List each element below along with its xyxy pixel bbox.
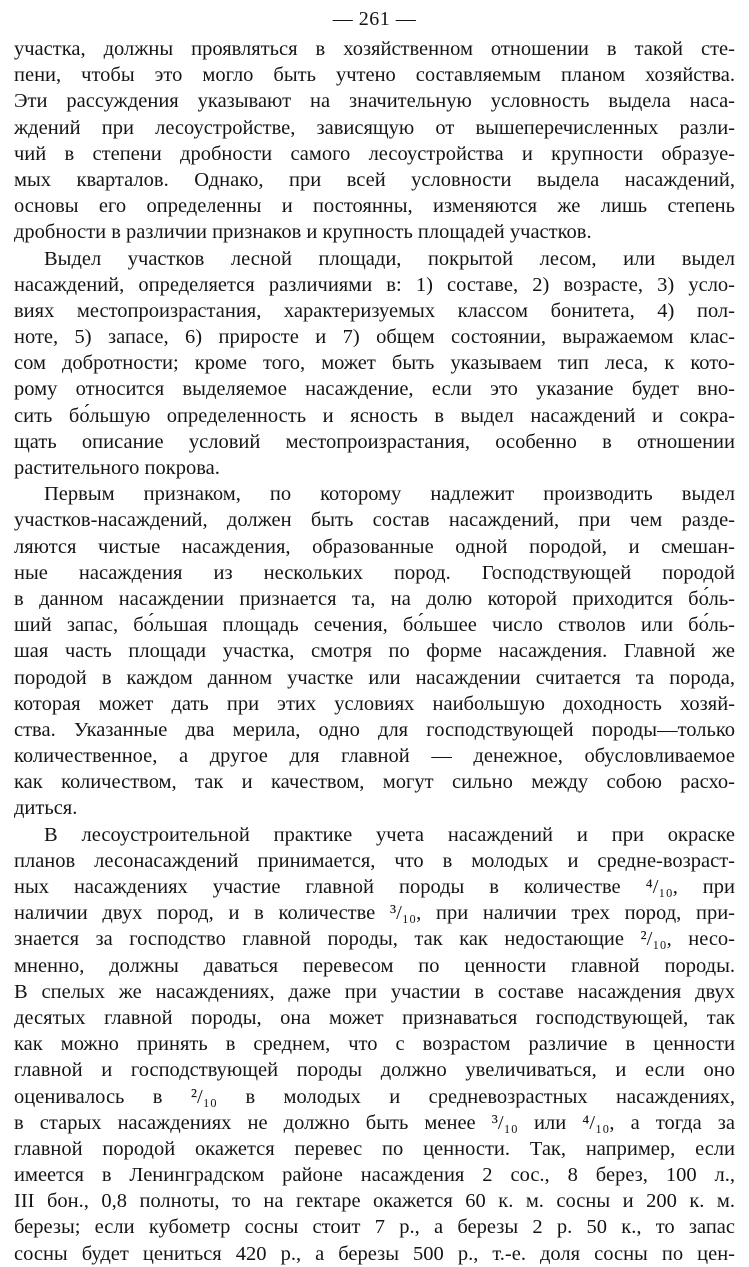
- text-line: как количеством, так и качеством, могут сильно между собою расхо-: [14, 771, 735, 794]
- text-line: Эти рассуждения указывают на значительную условность выдела наса-: [14, 90, 735, 113]
- text-line: планов лесонасаждений принимается, что в молодых и средне-возраст-: [14, 849, 735, 872]
- text-line: виях местопроизрастания, характеризуемых классом бонитета, 4) пол-: [14, 299, 735, 322]
- text-line: щать описание условий местопроизрастания, особенно в отношении: [14, 430, 735, 453]
- text-line: ждений при лесоустройстве, зависящую от вышеперечисленных разли-: [14, 116, 735, 139]
- text-line: растительного покрова.: [14, 457, 220, 479]
- text-line: количественное, а другое для главной — денежное, обусловливаемое: [14, 745, 735, 768]
- body-text: [14, 36, 735, 1267]
- text-line: рому относится выделяемое насаждение, если это указание будет вно-: [14, 378, 735, 401]
- text-line: Выдел участков лесной площади, покрытой лесом, или выдел: [44, 247, 735, 270]
- text-line: В спелых же насаждениях, даже при участии в составе насаждения двух: [14, 980, 735, 1003]
- text-line: ные насаждения из нескольких пород. Господствующей породой: [14, 561, 735, 584]
- text-line: Первым признаком, по которому надлежит производить выдел: [44, 483, 735, 506]
- document-page: [14, 6, 735, 1267]
- text-line: в старых насаждениях не должно быть менее ³/₁₀ или ⁴/₁₀, а тогда за: [14, 1111, 735, 1134]
- text-line: участка, должны проявляться в хозяйственном отношении в такой сте-: [14, 38, 735, 60]
- text-line: имеется в Ленинградском районе насаждения 2 сос., 8 берез, 100 л.,: [14, 1164, 735, 1187]
- text-line: как можно принять в среднем, что с возрастом различие в ценности: [14, 1033, 735, 1056]
- text-line: ляются чистые насаждения, образованные одной породой, и смешан-: [14, 535, 735, 558]
- text-line: чий в степени дробности самого лесоустройства и крупности образуе-: [14, 142, 735, 165]
- text-line: сить бо́льшую определенность и ясность в выдел насаждений и сокра-: [14, 404, 735, 427]
- text-line: ства. Указанные два мерила, одно для господствующей породы—только: [14, 718, 735, 741]
- text-line: ноте, 5) запасе, 6) приросте и 7) общем состоянии, выражаемом клас-: [14, 326, 735, 349]
- text-line: основы его определенны и постоянны, изменяются же лишь степень: [14, 195, 735, 218]
- page-number: — 261 —: [332, 8, 417, 30]
- text-line: ший запас, бо́льшая площадь сечения, бо́льшее число стволов или бо́ль-: [14, 614, 735, 637]
- text-line: ных насаждениях участие главной породы в количестве ⁴/₁₀, при: [14, 876, 735, 898]
- text-line: дробности в различии признаков и крупность площадей участков.: [14, 221, 592, 244]
- text-line: которая может дать при этих условиях наибольшую доходность хозяй-: [14, 692, 735, 715]
- text-line: участков-насаждений, должен быть состав насаждений, при чем разде-: [14, 509, 735, 532]
- text-line: мых кварталов. Однако, при всей условности выдела насаждений,: [14, 168, 735, 191]
- text-line: наличии двух пород, и в количестве ³/₁₀, при наличии трех пород, при-: [14, 902, 735, 925]
- paragraph: [14, 481, 735, 821]
- text-line: III бон., 0,8 полноты, то на гектаре окажется 60 к. м. сосны и 200 к. м.: [14, 1190, 735, 1213]
- paragraph: [14, 246, 735, 482]
- text-line: пени, чтобы это могло быть учтено составляемым планом хозяйства.: [14, 64, 735, 87]
- text-line: шая часть площади участка, смотря по форме насаждения. Главной же: [14, 640, 735, 663]
- text-line: мненно, должны даваться перевесом по ценности главной породы.: [14, 954, 735, 977]
- text-line: главной породой окажется перевес по ценности. Так, например, если: [14, 1137, 735, 1160]
- text-line: В лесоустроительной практике учета насаждений и при окраске: [44, 823, 735, 846]
- text-line: березы; если кубометр сосны стоит 7 р., а березы 2 р. 50 к., то запас: [14, 1216, 735, 1239]
- text-line: диться.: [14, 797, 78, 820]
- text-line: оценивалось в ²/₁₀ в молодых и средневозрастных насаждениях,: [14, 1085, 735, 1108]
- text-line: главной и господствующей породы должно увеличиваться, и если оно: [14, 1059, 735, 1082]
- text-line: в данном насаждении признается та, на долю которой приходится бо́ль-: [14, 587, 735, 610]
- text-line: сосны будет цениться 420 р., а березы 500 р., т.-е. доля сосны по цен-: [14, 1242, 735, 1265]
- text-line: сом добротности; кроме того, может быть указываем тип леса, к кото-: [14, 352, 735, 375]
- text-line: десятых главной породы, она может признаваться господствующей, так: [14, 1006, 735, 1029]
- paragraph: [14, 822, 735, 1267]
- paragraph: [14, 36, 735, 246]
- text-line: породой в каждом данном участке или насаждении считается та порода,: [14, 666, 735, 689]
- text-line: насаждений, определяется различиями в: 1) составе, 2) возрасте, 3) усло-: [14, 273, 735, 296]
- text-line: знается за господство главной породы, так как недостающие ²/₁₀, несо-: [14, 928, 735, 951]
